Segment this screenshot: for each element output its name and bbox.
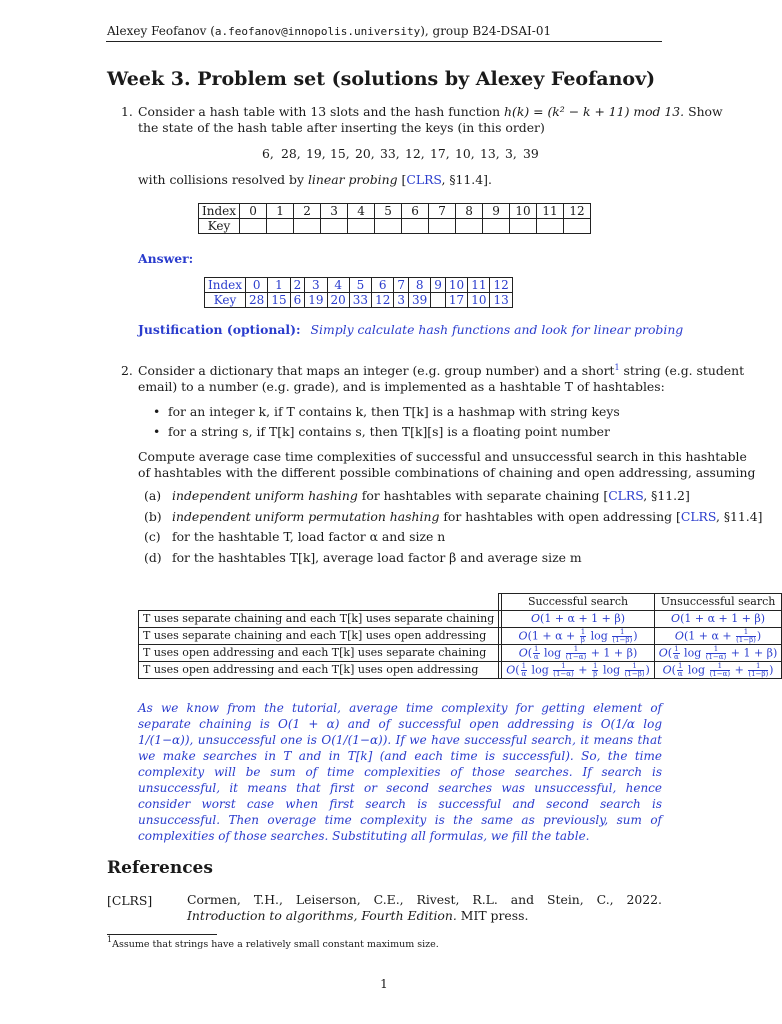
- problem1-show: Show: [688, 104, 723, 119]
- key-item: 3,: [505, 146, 517, 161]
- cite-bracket: [: [401, 172, 407, 187]
- citation-link[interactable]: CLRS: [680, 508, 716, 524]
- index-cell: 5: [349, 278, 371, 293]
- hash-formula: h(k) = (k² − k + 11) mod 13.: [504, 104, 685, 119]
- references-heading: References: [107, 858, 213, 878]
- success-cell: O( $\frac{1}{\alpha}$ log $\frac{1}{(1-\alpha)}$ + 1 + β): [502, 645, 655, 662]
- row-header: T uses open addressing and each T[k] uses open addressing: [139, 662, 499, 679]
- unsuccess-cell: O(1 + α + $\frac{1}{(1-\beta)}$ ): [654, 628, 782, 645]
- key-cell: [510, 219, 537, 234]
- list-item: [144, 548, 762, 569]
- index-cell: 12: [490, 278, 512, 293]
- footnote-mark[interactable]: 1: [614, 363, 620, 372]
- index-cell: 10: [445, 278, 467, 293]
- index-cell: 0: [240, 204, 267, 219]
- index-label: Index: [199, 204, 240, 219]
- index-cell: 3: [305, 278, 327, 293]
- key-item: 10,: [455, 146, 475, 161]
- justification-text: Simply calculate hash functions and look for linear probing: [310, 322, 684, 337]
- key-cell: 6: [290, 293, 305, 308]
- key-item: 6,: [262, 146, 274, 161]
- page-number: 1: [380, 977, 388, 991]
- key-cell: 15: [268, 293, 290, 308]
- index-cell: 6: [372, 278, 394, 293]
- item-label: (a): [144, 488, 162, 503]
- problem2-intro-line2: email) to a number (e.g. grade), and is implemented as a hashtable T of hashtables:: [138, 379, 665, 394]
- item-label: (d): [144, 549, 162, 565]
- table-row: [139, 645, 782, 662]
- key-cell: [267, 219, 294, 234]
- key-cell: 28: [246, 293, 268, 308]
- cite-rest: , §11.2]: [643, 488, 690, 503]
- compute-line2: of hashtables with the different possible combinations of chaining and open addressing, assuming: [138, 465, 756, 480]
- key-cell: [321, 219, 348, 234]
- key-cell: [429, 219, 456, 234]
- index-cell: 4: [348, 204, 375, 219]
- index-cell: 8: [456, 204, 483, 219]
- key-item: 20,: [355, 146, 375, 161]
- key-cell: [402, 219, 429, 234]
- reference-authors: Cormen, T.H., Leiserson, C.E., Rivest, R.L. and Stein, C., 2022.: [187, 892, 662, 907]
- item-text: for the hashtables T[k], average load factor β and average size m: [172, 549, 582, 565]
- key-item: 12,: [405, 146, 425, 161]
- reference-publisher: MIT press.: [460, 908, 529, 923]
- index-cell: 10: [510, 204, 537, 219]
- index-cell: 6: [402, 204, 429, 219]
- footnote-text: Assume that strings have a relatively small constant maximum size.: [112, 939, 439, 950]
- problem2-intro-line1: [138, 363, 744, 379]
- key-cell: 10: [468, 293, 490, 308]
- cite-rest: , §11.4].: [441, 172, 492, 187]
- citation-link[interactable]: CLRS: [608, 488, 644, 503]
- table-row: [205, 278, 513, 293]
- index-cell: 9: [483, 204, 510, 219]
- key-cell: 13: [490, 293, 512, 308]
- item-text: for hashtables with open addressing: [443, 508, 673, 524]
- key-cell: 12: [372, 293, 394, 308]
- justification-label: Justification (optional):: [138, 322, 301, 337]
- key-cell: [456, 219, 483, 234]
- table-row: [139, 662, 782, 679]
- table-row: [205, 293, 513, 308]
- index-cell: 5: [375, 204, 402, 219]
- list-item: (a) independent uniform hashing for hashtables with separate chaining [CLRS, §11.2]: [144, 486, 762, 507]
- key-item: 39: [523, 146, 539, 161]
- table-row: [199, 204, 591, 219]
- key-item: 28,: [281, 146, 301, 161]
- index-cell: 7: [429, 204, 456, 219]
- key-label: Key: [205, 293, 246, 308]
- key-item: 13,: [480, 146, 500, 161]
- footnote-rule: [107, 934, 217, 935]
- item-label: (b): [144, 508, 162, 524]
- complexity-table: [138, 593, 782, 679]
- list-item: [144, 527, 762, 548]
- collision-method: linear probing: [307, 172, 398, 187]
- key-cell: [431, 293, 446, 308]
- index-cell: 0: [246, 278, 268, 293]
- key-item: 19,: [306, 146, 326, 161]
- page-title: Week 3. Problem set (solutions by Alexey Feofanov): [107, 68, 656, 90]
- cite-rest: , §11.4]: [715, 508, 763, 524]
- reference-book: Introduction to algorithms, Fourth Edition.: [187, 908, 457, 923]
- compute-line1: Compute average case time complexities of successful and unsuccessful search in this hashtable: [138, 449, 747, 464]
- column-header: Successful search: [502, 594, 655, 611]
- item-emph: independent uniform permutation hashing: [172, 508, 440, 524]
- index-cell: 4: [327, 278, 349, 293]
- collision-line: [138, 172, 492, 188]
- problem1-number: 1.: [121, 104, 133, 119]
- key-cell: 33: [349, 293, 371, 308]
- index-cell: 7: [394, 278, 409, 293]
- row-header: T uses open addressing and each T[k] uses separate chaining: [139, 645, 499, 662]
- key-cell: [348, 219, 375, 234]
- index-cell: 3: [321, 204, 348, 219]
- key-cell: 39: [409, 293, 431, 308]
- key-cell: [240, 219, 267, 234]
- footnote-number: 1: [107, 935, 113, 944]
- item-text: for the hashtable T, load factor α and size n: [172, 529, 446, 544]
- header-author: Alexey Feofanov (: [107, 24, 215, 38]
- list-item: • for an integer k, if T contains k, then T[k] is a hashmap with string keys: [150, 402, 620, 422]
- problem2-intro-end: string (e.g. student: [623, 363, 745, 378]
- footnote: [107, 935, 439, 950]
- key-cell: [564, 219, 591, 234]
- problem1-line1: [138, 104, 723, 120]
- justification-line: [138, 322, 683, 338]
- index-cell: 1: [268, 278, 290, 293]
- assumption-list: [144, 486, 762, 568]
- key-cell: [294, 219, 321, 234]
- row-header: T uses separate chaining and each T[k] uses separate chaining: [139, 611, 499, 628]
- table-row: [139, 628, 782, 645]
- unsuccess-cell: O( $\frac{1}{\alpha}$ log $\frac{1}{(1-\alpha)}$ + 1 + β): [654, 645, 782, 662]
- list-item: • for a string s, if T[k] contains s, then T[k][s] is a floating point number: [150, 422, 620, 442]
- header-group: ), group B24-DSAI-01: [420, 24, 552, 38]
- index-label: Index: [205, 278, 246, 293]
- unsuccess-cell: O( $\frac{1}{\alpha}$ log $\frac{1}{(1-\alpha)}$ + $\frac{1}{(1-\beta)}$ ): [654, 662, 782, 679]
- key-label: Key: [199, 219, 240, 234]
- key-item: 33,: [380, 146, 400, 161]
- success-cell: O( $\frac{1}{\alpha}$ log $\frac{1}{(1-\alpha)}$ + $\frac{1}{\beta}$ log $\frac{1}{(1-\beta)}$ ): [502, 662, 655, 679]
- answer-label: Answer:: [138, 251, 194, 266]
- index-cell: 11: [468, 278, 490, 293]
- reference-label: [CLRS]: [107, 893, 153, 908]
- index-cell: 2: [290, 278, 305, 293]
- table-row: [139, 611, 782, 628]
- problem2-number: 2.: [121, 363, 133, 378]
- header-rule: [106, 41, 662, 42]
- empty-corner: [139, 594, 499, 611]
- index-cell: 9: [431, 278, 446, 293]
- index-cell: 2: [294, 204, 321, 219]
- item-emph: independent uniform hashing: [172, 488, 358, 503]
- column-header: Unsuccessful search: [654, 594, 782, 611]
- running-header: [107, 24, 551, 38]
- table-row: [199, 219, 591, 234]
- key-cell: [483, 219, 510, 234]
- key-cell: [537, 219, 564, 234]
- index-cell: 8: [409, 278, 431, 293]
- index-cell: 1: [267, 204, 294, 219]
- problem1-statement: Consider a hash table with 13 slots and the hash function: [138, 104, 501, 119]
- answer-hash-table: [204, 277, 513, 308]
- table-header-row: [139, 594, 782, 611]
- key-cell: 19: [305, 293, 327, 308]
- key-cell: 3: [394, 293, 409, 308]
- key-item: 15,: [330, 146, 350, 161]
- bullet-list: [150, 402, 620, 442]
- key-cell: 17: [445, 293, 467, 308]
- key-cell: [375, 219, 402, 234]
- reference-entry: [187, 892, 662, 924]
- problem2-intro: Consider a dictionary that maps an integer (e.g. group number) and a short: [138, 363, 615, 378]
- problem1-line2: the state of the hash table after inserting the keys (in this order): [138, 120, 545, 135]
- empty-hash-table: [198, 203, 591, 234]
- citation-link[interactable]: CLRS: [406, 172, 442, 187]
- success-cell: O(1 + α + $\frac{1}{\beta}$ log $\frac{1}{(1-\beta)}$ ): [502, 628, 655, 645]
- index-cell: 11: [537, 204, 564, 219]
- item-text: for hashtables with separate chaining: [361, 488, 600, 503]
- success-cell: O(1 + α + 1 + β): [502, 611, 655, 628]
- item-label: (c): [144, 529, 161, 544]
- header-email[interactable]: a.feofanov@innopolis.university: [214, 25, 421, 38]
- key-cell: 20: [327, 293, 349, 308]
- explanation-paragraph: As we know from the tutorial, average time complexity for getting element of separate chaining is O(1 + α) and of successful open addressing is O(1/α log 1/(1−α)), unsuccessful one is O(1/(1−α)). If we have successful search, it means that we make searches in T and in T[k] (and each time is successful). So, the time complexity will be sum of time complexities of those searches. If search is unsuccessful, it means that first or second searches was unsuccessful, hence consider worst case when first search is successful and second search is unsuccessful. Then overage time complexity is the same as previously, sum of complexities of those searches. Substituting all formulas, we fill the table.: [138, 701, 662, 843]
- index-cell: 12: [564, 204, 591, 219]
- collision-prefix: with collisions resolved by: [138, 172, 304, 187]
- list-item: (b) independent uniform permutation hashing for hashtables with open addressing [CLRS, §11.4]: [144, 507, 762, 528]
- row-header: T uses separate chaining and each T[k] uses open addressing: [139, 628, 499, 645]
- unsuccess-cell: O(1 + α + 1 + β): [654, 611, 782, 628]
- key-item: 17,: [430, 146, 450, 161]
